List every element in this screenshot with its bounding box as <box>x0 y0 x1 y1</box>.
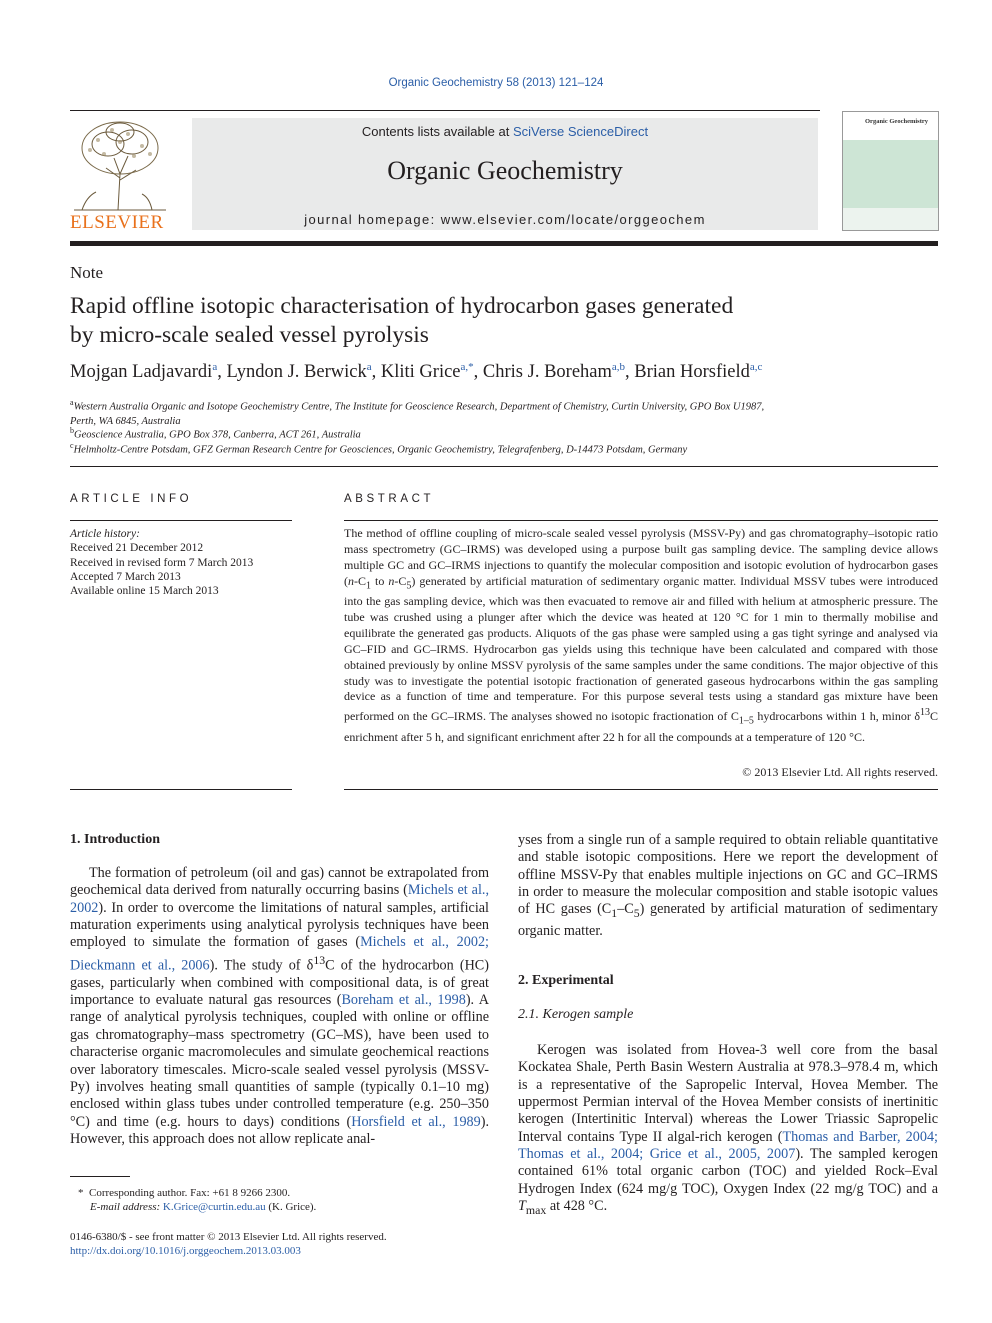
kerogen-subheading: 2.1. Kerogen sample <box>518 1007 634 1022</box>
ref-link[interactable]: Michels et al., 2002; Dieckmann et al., 2006 <box>70 934 489 974</box>
article-info-heading: ARTICLE INFO <box>70 493 193 505</box>
ref-link[interactable]: Michels et al., 2002 <box>70 882 489 916</box>
author-sep: , <box>371 362 381 383</box>
contents-prefix: Contents lists available at <box>361 124 513 139</box>
ref-link[interactable]: Horsfield et al., 1989 <box>351 1113 481 1130</box>
issn-line: 0146-6380/$ - see front matter © 2013 Elsevier Ltd. All rights reserved. <box>70 1231 387 1243</box>
article-info-bottom-rule <box>70 789 292 790</box>
history-received: Received 21 December 2012 <box>70 542 204 555</box>
article-title <box>70 292 890 350</box>
kerogen-paragraph: Kerogen was isolated from Hovea-3 well core from the basal Kockatea Shale, Perth Basin Western Australia at 978.3–978.4 m, which is a representative of the Sapropelic Interval, Hovea Member. The uppermost Permian interval of the Hovea Member consists of inertinitic kerogen (Intertinitic Interval) whereas the Lower Triassic Sapropelic Interval contains Type II algal-rich kerogen (Thomas and Barber, 2004; Thomas et al., 2004; Grice et al., 2005, 2007). The sampled kerogen contained 61% total organic carbon (TOC) and yielded Rock–Eval Hydrogen Index (624 mg/g TOC), Oxygen Index (22 mg/g TOC) and a $T_{max}$ at 428 °C. <box>518 1042 938 1217</box>
homepage-url[interactable]: www.elsevier.com/locate/orggeochem <box>440 212 706 227</box>
author-sup[interactable]: a,* <box>460 361 474 373</box>
footnote-email <box>90 1200 316 1215</box>
header-rule-thin <box>70 110 820 111</box>
email-label: E-mail address: <box>90 1201 161 1213</box>
footnote-asterisk: * <box>78 1187 89 1199</box>
affiliation-sup: a <box>70 398 74 407</box>
author-sup[interactable]: a,b <box>611 361 626 373</box>
author-name[interactable]: Chris J. Boreham <box>482 362 612 383</box>
affiliation-text: Western Australia Organic and Isotope Geochemistry Centre, The Institute for Geoscience Research, Department of Chemistry, Curtin University, GPO Box U1987, <box>73 401 765 413</box>
email-link[interactable]: K.Grice@curtin.edu.au <box>162 1201 266 1213</box>
history-label: Article history: <box>70 528 140 540</box>
author-sep: , <box>217 362 227 383</box>
author-list <box>70 361 762 383</box>
history-revised: Received in revised form 7 March 2013 <box>70 556 254 569</box>
corresponding-text: Corresponding author. Fax: +61 8 9266 2300. <box>89 1187 291 1199</box>
title-line-1: Rapid offline isotopic characterisation of hydrocarbon gases generated <box>70 293 734 319</box>
abstract-heading: ABSTRACT <box>344 493 435 505</box>
affiliation-text: Helmholtz-Centre Potsdam, GFZ German Research Centre for Geosciences, Organic Geochemistry, Telegrafenberg, D-14473 Potsdam, Germany <box>73 444 688 456</box>
intro-paragraph-cont: yses from a single run of a sample required to obtain reliable quantitative and stable isotopic compositions. Here we report the development of offline MSSV-Py that enables multiple injections on GC and GC–IRMS in order to measure the molecular composition and stable isotopic values of HC gases $(C_1-C_5)$ generated by artificial maturation of sedimentary organic matter. <box>518 832 938 939</box>
affiliation-rule <box>70 466 938 467</box>
experimental-heading: 2. Experimental <box>518 973 614 988</box>
article-info-rule <box>70 520 292 521</box>
author-sup[interactable]: a <box>366 361 372 373</box>
abstract-bottom-rule <box>344 789 938 790</box>
journal-cover-thumbnail[interactable] <box>842 111 939 231</box>
affiliation-text-cont: Perth, WA 6845, Australia <box>70 415 181 427</box>
header-rule-thick <box>70 241 938 246</box>
author-name[interactable]: Brian Horsfield <box>634 362 750 383</box>
elsevier-wordmark: ELSEVIER <box>70 212 164 233</box>
email-suffix: (K. Grice). <box>268 1201 317 1213</box>
homepage-prefix: journal homepage: <box>304 212 441 227</box>
abstract-rule <box>344 520 938 521</box>
sciencedirect-link[interactable]: SciVerse ScienceDirect <box>512 124 649 139</box>
ref-link[interactable]: Thomas and Barber, 2004; Thomas et al., 2004; Grice et al., 2005, 2007 <box>518 1128 938 1163</box>
journal-name: Organic Geochemistry <box>387 156 623 185</box>
affiliation-text: Geoscience Australia, GPO Box 378, Canberra, ACT 261, Australia <box>74 429 361 441</box>
author-sup[interactable]: a,c <box>749 361 763 373</box>
abstract-copyright: © 2013 Elsevier Ltd. All rights reserved. <box>742 765 938 779</box>
journal-citation[interactable]: Organic Geochemistry 58 (2013) 121–124 <box>388 77 604 89</box>
doi-link[interactable]: http://dx.doi.org/10.1016/j.orggeochem.2013.03.003 <box>70 1245 301 1257</box>
contents-availability <box>192 124 818 139</box>
author-name[interactable]: Mojgan Ladjavardi <box>70 362 213 383</box>
ref-link[interactable]: Boreham et al., 1998 <box>341 992 466 1009</box>
journal-banner <box>192 118 818 230</box>
title-line-2: by micro-scale sealed vessel pyrolysis <box>70 322 429 348</box>
author-name[interactable]: Lyndon J. Berwick <box>226 362 367 383</box>
history-accepted: Accepted 7 March 2013 <box>70 570 181 583</box>
abstract-body: The method of offline coupling of micro-scale sealed vessel pyrolysis (MSSV-Py) and gas chromatography–isotopic ratio mass spectrometry (GC–IRMS) was developed using a purpose built gas sampling device. The sampling device allows multiple GC and GC–IRMS injections to quantify the molecular composition and isotopic evolution of hydrocarbon gases ($n-C_1$ to $n-C_5$) generated by artificial maturation of sedimentary organic matter. Individual MSSV tubes were introduced into the gas sampling device, which was then evacuated to remove air and filled with helium at atmospheric pressure. The tube was crushed using a plunger after which the device was heated at 120 °C for 1 min to thermally mobilise and equilibrate the generated gas products. Aliquots of the gas phase were sampled using a gas tight syringe and analysed via GC–FID and GC–IRMS. Hydrocarbon gas yields using this technique have been calculated and compared with those obtained previously by online MSSV pyrolysis of the same samples under the same conditions. The major objective of this study was to investigate the potential isotopic fractionation of generated gaseous hydrocarbons within the gas sampling device as a function of time and temperature. For this purpose several tests using a standard gas mixture have been performed on the GC–IRMS. The analyses showed no isotopic fractionation of $C_{1-5}$ hydrocarbons within 1 h, minor $\delta^{13}C$ enrichment after 5 h, and significant enrichment after 22 h for all the compounds at a temperature of 120 °C. <box>344 526 938 744</box>
intro-heading: 1. Introduction <box>70 832 160 847</box>
cover-header <box>843 112 938 140</box>
cover-art <box>843 140 938 208</box>
history-online: Available online 15 March 2013 <box>70 585 219 598</box>
author-name[interactable]: Kliti Grice <box>380 362 461 383</box>
elsevier-tree-logo <box>68 118 172 214</box>
footnote-rule <box>70 1176 130 1177</box>
affiliation-sup: c <box>70 441 74 450</box>
article-type: Note <box>70 263 104 282</box>
footnote-corresponding <box>78 1186 290 1201</box>
cover-title: Organic Geochemistry <box>865 118 928 125</box>
journal-homepage <box>192 212 818 227</box>
affiliation-c <box>70 439 930 458</box>
author-sep: , <box>473 362 483 383</box>
article-history <box>70 527 253 598</box>
affiliation-sup: b <box>70 426 74 435</box>
intro-paragraph: The formation of petroleum (oil and gas) cannot be extrapolated from geochemical data derived from naturally occurring basins (Michels et al., 2002). In order to overcome the limitations of natural samples, artificial maturation experiments using analytical pyrolysis techniques have been employed to simulate the formation of gases (Michels et al., 2002; Dieckmann et al., 2006). The study of $\delta^{13}C$ of the hydrocarbon (HC) gases, particularly when combined with compositional data, is of great importance to evaluate natural gas resources (Boreham et al., 1998). A range of analytical pyrolysis techniques, coupled with online or offline gas chromatography–mass spectrometry (GC–MS), have been used to characterise organic macromolecules and simulate geochemical reactions over laboratory timescales. Micro-scale sealed vessel pyrolysis (MSSV-Py) involves heating small quantities of sample (typically 0.1–10 mg) enclosed within glass tubes under controlled temperature (e.g. 250–350 °C) and time (e.g. hours to days) conditions (Horsfield et al., 1989). However, this approach does not allow replicate anal- <box>70 865 490 1147</box>
author-sep: , <box>625 362 635 383</box>
author-sup[interactable]: a <box>212 361 218 373</box>
